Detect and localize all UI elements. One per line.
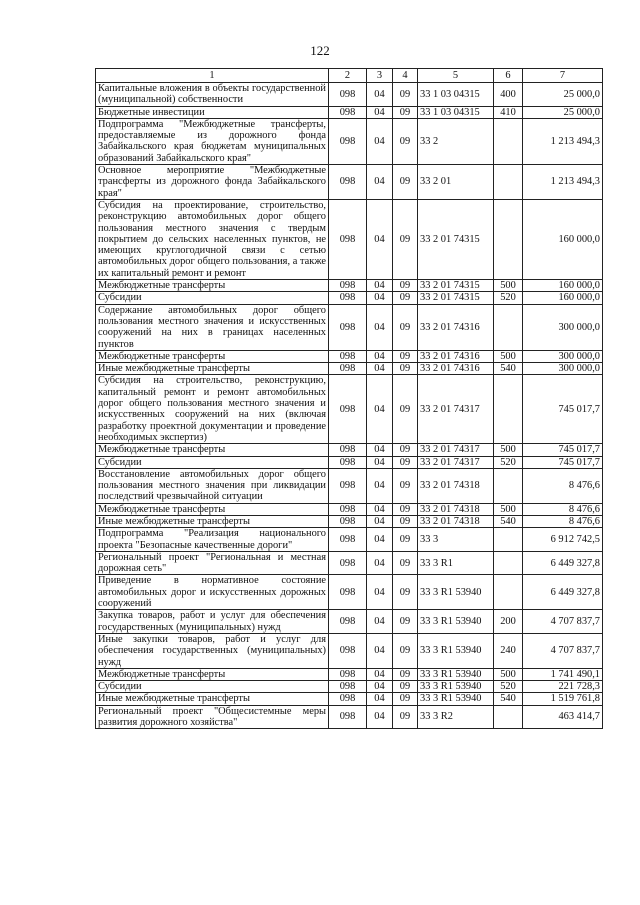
row-name-cell: Закупка товаров, работ и услуг для обеспечения государственных (муниципальных) нужд [96, 610, 329, 634]
target-article-cell: 33 2 01 74315 [418, 292, 494, 304]
table-row [96, 304, 603, 350]
ministry-code-cell: 098 [329, 363, 367, 375]
table-row [96, 705, 603, 729]
subsection-cell: 09 [393, 199, 418, 279]
ministry-code-cell: 098 [329, 575, 367, 610]
ministry-code-cell: 098 [329, 292, 367, 304]
row-name-cell: Иные межбюджетные трансферты [96, 363, 329, 375]
target-article-cell: 33 1 03 04315 [418, 83, 494, 107]
amount-cell: 8 476,6 [523, 515, 603, 527]
row-name-cell: Подпрограмма "Реализация национального проекта "Безопасные качественные дороги" [96, 528, 329, 552]
subsection-cell: 09 [393, 503, 418, 515]
expense-type-cell: 240 [494, 633, 523, 668]
ministry-code-cell: 098 [329, 456, 367, 468]
ministry-code-cell: 098 [329, 304, 367, 350]
subsection-cell: 09 [393, 280, 418, 292]
target-article-cell: 33 1 03 04315 [418, 106, 494, 118]
page-number: 122 [310, 43, 330, 58]
subsection-cell: 09 [393, 610, 418, 634]
ministry-code-cell: 098 [329, 503, 367, 515]
row-name-cell: Межбюджетные трансферты [96, 668, 329, 680]
expense-type-cell [494, 575, 523, 610]
target-article-cell: 33 3 R1 53940 [418, 575, 494, 610]
amount-cell: 25 000,0 [523, 106, 603, 118]
subsection-cell: 09 [393, 363, 418, 375]
table-row [96, 83, 603, 107]
expense-type-cell [494, 528, 523, 552]
amount-cell: 463 414,7 [523, 705, 603, 729]
table-row [96, 106, 603, 118]
subsection-cell: 09 [393, 456, 418, 468]
target-article-cell: 33 2 01 74317 [418, 375, 494, 444]
target-article-cell: 33 2 01 74318 [418, 503, 494, 515]
amount-cell: 745 017,7 [523, 444, 603, 456]
table-header-row [96, 69, 603, 83]
ministry-code-cell: 098 [329, 681, 367, 693]
ministry-code-cell: 098 [329, 280, 367, 292]
subsection-cell: 09 [393, 350, 418, 362]
amount-cell: 1 213 494,3 [523, 118, 603, 164]
target-article-cell: 33 3 [418, 528, 494, 552]
row-name-cell: Иные межбюджетные трансферты [96, 515, 329, 527]
section-cell: 04 [367, 575, 393, 610]
ministry-code-cell: 098 [329, 610, 367, 634]
section-cell: 04 [367, 681, 393, 693]
ministry-code-cell: 098 [329, 375, 367, 444]
ministry-code-cell: 098 [329, 705, 367, 729]
table-row [96, 633, 603, 668]
subsection-cell: 09 [393, 528, 418, 552]
section-cell: 04 [367, 106, 393, 118]
table-row [96, 165, 603, 200]
section-cell: 04 [367, 165, 393, 200]
target-article-cell: 33 3 R1 53940 [418, 681, 494, 693]
target-article-cell: 33 2 01 74315 [418, 280, 494, 292]
table-body [96, 83, 603, 729]
expense-type-cell [494, 375, 523, 444]
subsection-cell: 09 [393, 118, 418, 164]
table-row [96, 575, 603, 610]
subsection-cell: 09 [393, 375, 418, 444]
row-name-cell: Субсидии [96, 292, 329, 304]
amount-cell: 160 000,0 [523, 280, 603, 292]
target-article-cell: 33 2 01 74318 [418, 468, 494, 503]
amount-cell: 8 476,6 [523, 503, 603, 515]
row-name-cell: Субсидии [96, 456, 329, 468]
table-row [96, 468, 603, 503]
table-row [96, 693, 603, 705]
ministry-code-cell: 098 [329, 515, 367, 527]
amount-cell: 4 707 837,7 [523, 633, 603, 668]
amount-cell: 745 017,7 [523, 375, 603, 444]
ministry-code-cell: 098 [329, 350, 367, 362]
table-row [96, 280, 603, 292]
target-article-cell: 33 2 01 74316 [418, 363, 494, 375]
expense-type-cell: 400 [494, 83, 523, 107]
target-article-cell: 33 3 R1 53940 [418, 668, 494, 680]
target-article-cell: 33 2 01 74317 [418, 456, 494, 468]
amount-cell: 160 000,0 [523, 199, 603, 279]
ministry-code-cell: 098 [329, 444, 367, 456]
section-cell: 04 [367, 468, 393, 503]
section-cell: 04 [367, 280, 393, 292]
expense-type-cell [494, 118, 523, 164]
subsection-cell: 09 [393, 304, 418, 350]
expense-type-cell [494, 165, 523, 200]
header-col-2: 2 [329, 69, 367, 83]
amount-cell: 300 000,0 [523, 304, 603, 350]
amount-cell: 8 476,6 [523, 468, 603, 503]
ministry-code-cell: 098 [329, 468, 367, 503]
section-cell: 04 [367, 350, 393, 362]
header-col-6: 6 [494, 69, 523, 83]
row-name-cell: Субсидии [96, 681, 329, 693]
expense-type-cell: 500 [494, 280, 523, 292]
amount-cell: 745 017,7 [523, 456, 603, 468]
ministry-code-cell: 098 [329, 551, 367, 575]
subsection-cell: 09 [393, 444, 418, 456]
row-name-cell: Приведение в нормативное состояние автомобильных дорог и искусственных дорожных сооружений [96, 575, 329, 610]
expense-type-cell: 500 [494, 444, 523, 456]
table-row [96, 118, 603, 164]
section-cell: 04 [367, 551, 393, 575]
ministry-code-cell: 098 [329, 633, 367, 668]
table-row [96, 515, 603, 527]
expense-type-cell: 410 [494, 106, 523, 118]
subsection-cell: 09 [393, 106, 418, 118]
expense-type-cell [494, 199, 523, 279]
table-row [96, 292, 603, 304]
table-row [96, 350, 603, 362]
section-cell: 04 [367, 83, 393, 107]
target-article-cell: 33 3 R1 53940 [418, 693, 494, 705]
target-article-cell: 33 3 R1 53940 [418, 610, 494, 634]
row-name-cell: Бюджетные инвестиции [96, 106, 329, 118]
ministry-code-cell: 098 [329, 668, 367, 680]
section-cell: 04 [367, 363, 393, 375]
section-cell: 04 [367, 503, 393, 515]
expense-type-cell: 520 [494, 292, 523, 304]
table-row [96, 681, 603, 693]
header-col-5: 5 [418, 69, 494, 83]
section-cell: 04 [367, 375, 393, 444]
subsection-cell: 09 [393, 668, 418, 680]
section-cell: 04 [367, 118, 393, 164]
section-cell: 04 [367, 610, 393, 634]
section-cell: 04 [367, 515, 393, 527]
amount-cell: 6 912 742,5 [523, 528, 603, 552]
header-col-4: 4 [393, 69, 418, 83]
target-article-cell: 33 2 01 74315 [418, 199, 494, 279]
amount-cell: 1 213 494,3 [523, 165, 603, 200]
ministry-code-cell: 098 [329, 83, 367, 107]
subsection-cell: 09 [393, 165, 418, 200]
row-name-cell: Межбюджетные трансферты [96, 280, 329, 292]
target-article-cell: 33 2 01 74316 [418, 304, 494, 350]
expense-type-cell: 540 [494, 693, 523, 705]
table-row [96, 375, 603, 444]
subsection-cell: 09 [393, 681, 418, 693]
subsection-cell: 09 [393, 551, 418, 575]
expense-type-cell: 520 [494, 681, 523, 693]
target-article-cell: 33 3 R2 [418, 705, 494, 729]
row-name-cell: Региональный проект "Региональная и местная дорожная сеть" [96, 551, 329, 575]
section-cell: 04 [367, 668, 393, 680]
amount-cell: 300 000,0 [523, 350, 603, 362]
expense-type-cell [494, 551, 523, 575]
table-row [96, 610, 603, 634]
amount-cell: 221 728,3 [523, 681, 603, 693]
row-name-cell: Основное мероприятие "Межбюджетные трансферты из дорожного фонда Забайкальского края" [96, 165, 329, 200]
expense-type-cell [494, 304, 523, 350]
row-name-cell: Иные межбюджетные трансферты [96, 693, 329, 705]
ministry-code-cell: 098 [329, 199, 367, 279]
ministry-code-cell: 098 [329, 693, 367, 705]
target-article-cell: 33 2 [418, 118, 494, 164]
target-article-cell: 33 3 R1 [418, 551, 494, 575]
amount-cell: 6 449 327,8 [523, 575, 603, 610]
expense-type-cell: 520 [494, 456, 523, 468]
table-row [96, 363, 603, 375]
amount-cell: 4 707 837,7 [523, 610, 603, 634]
row-name-cell: Межбюджетные трансферты [96, 503, 329, 515]
ministry-code-cell: 098 [329, 165, 367, 200]
table-row [96, 551, 603, 575]
amount-cell: 1 741 490,1 [523, 668, 603, 680]
expense-type-cell: 500 [494, 668, 523, 680]
table-row [96, 503, 603, 515]
subsection-cell: 09 [393, 468, 418, 503]
section-cell: 04 [367, 456, 393, 468]
expense-type-cell: 500 [494, 503, 523, 515]
subsection-cell: 09 [393, 633, 418, 668]
header-col-7: 7 [523, 69, 603, 83]
table-row [96, 668, 603, 680]
section-cell: 04 [367, 292, 393, 304]
row-name-cell: Иные закупки товаров, работ и услуг для обеспечения государственных (муниципальных) нужд [96, 633, 329, 668]
amount-cell: 6 449 327,8 [523, 551, 603, 575]
target-article-cell: 33 3 R1 53940 [418, 633, 494, 668]
section-cell: 04 [367, 199, 393, 279]
row-name-cell: Восстановление автомобильных дорог общего пользования местного значения при ликвидации последствий чрезвычайной ситуации [96, 468, 329, 503]
expense-type-cell: 540 [494, 363, 523, 375]
row-name-cell: Капитальные вложения в объекты государственной (муниципальной) собственности [96, 83, 329, 107]
expense-type-cell [494, 468, 523, 503]
subsection-cell: 09 [393, 292, 418, 304]
budget-table [95, 68, 603, 729]
expense-type-cell: 500 [494, 350, 523, 362]
table-row [96, 199, 603, 279]
amount-cell: 25 000,0 [523, 83, 603, 107]
target-article-cell: 33 2 01 74318 [418, 515, 494, 527]
section-cell: 04 [367, 304, 393, 350]
row-name-cell: Межбюджетные трансферты [96, 350, 329, 362]
amount-cell: 300 000,0 [523, 363, 603, 375]
header-col-3: 3 [367, 69, 393, 83]
subsection-cell: 09 [393, 705, 418, 729]
expense-type-cell [494, 705, 523, 729]
target-article-cell: 33 2 01 [418, 165, 494, 200]
row-name-cell: Содержание автомобильных дорог общего пользования местного значения и искусственных сооружений на них в границах населенных пунктов [96, 304, 329, 350]
section-cell: 04 [367, 693, 393, 705]
expense-type-cell: 540 [494, 515, 523, 527]
table-row [96, 456, 603, 468]
amount-cell: 1 519 761,8 [523, 693, 603, 705]
expense-type-cell: 200 [494, 610, 523, 634]
amount-cell: 160 000,0 [523, 292, 603, 304]
target-article-cell: 33 2 01 74317 [418, 444, 494, 456]
section-cell: 04 [367, 528, 393, 552]
row-name-cell: Субсидия на строительство, реконструкцию, капитальный ремонт и ремонт автомобильных дорог общего пользования местного значения и искусственных сооружений на них (включая разработку проектной документации и проведение необходимых экспертиз) [96, 375, 329, 444]
section-cell: 04 [367, 705, 393, 729]
subsection-cell: 09 [393, 693, 418, 705]
table-row [96, 528, 603, 552]
subsection-cell: 09 [393, 575, 418, 610]
subsection-cell: 09 [393, 83, 418, 107]
ministry-code-cell: 098 [329, 528, 367, 552]
table-row [96, 444, 603, 456]
ministry-code-cell: 098 [329, 118, 367, 164]
row-name-cell: Субсидия на проектирование, строительство, реконструкцию автомобильных дорог общего пользования местного значения с твердым покрытием до сельских населенных пунктов, не имеющих круглогодичной связи с сетью автомобильных дорог общего пользования, а также их капитальный ремонт и ремонт [96, 199, 329, 279]
row-name-cell: Региональный проект "Общесистемные меры развития дорожного хозяйства" [96, 705, 329, 729]
row-name-cell: Межбюджетные трансферты [96, 444, 329, 456]
subsection-cell: 09 [393, 515, 418, 527]
row-name-cell: Подпрограмма "Межбюджетные трансферты, предоставляемые из дорожного фонда Забайкальского края бюджетам муниципальных образований Забайкальского края" [96, 118, 329, 164]
ministry-code-cell: 098 [329, 106, 367, 118]
section-cell: 04 [367, 633, 393, 668]
section-cell: 04 [367, 444, 393, 456]
target-article-cell: 33 2 01 74316 [418, 350, 494, 362]
header-col-1: 1 [96, 69, 329, 83]
